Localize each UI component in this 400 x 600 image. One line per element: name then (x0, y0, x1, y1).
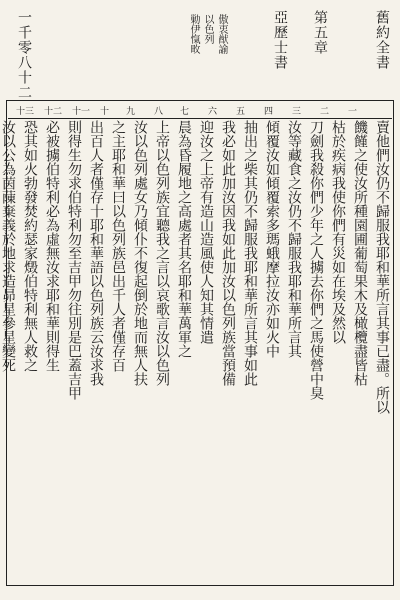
text-column: 傾覆汝如傾覆索多瑪蛾摩拉汝亦如火中 (264, 120, 280, 358)
verse-number: 五 (236, 107, 246, 117)
verse-number: 七 (180, 107, 190, 117)
verse-number: 十一 (72, 107, 91, 117)
text-column: 汝以公為茵蔯棄義於地求造昴星參星變死 (0, 120, 16, 372)
verse-number: 十二 (44, 107, 63, 117)
verse-number: 四 (264, 107, 274, 117)
book-title: 舊約全書 (374, 10, 390, 70)
text-column: 之主耶和華曰以色列族邑出千人者僅存百 (110, 120, 126, 372)
chapter-label: 第五章 (312, 10, 328, 55)
text-column: 必被擄伯特利必為虛無汝求耶和華則得生 (44, 120, 60, 372)
verse-number: 三 (292, 107, 302, 117)
text-column: 刀劍我殺你們少年之人擄去你們之馬使營中臭 (308, 120, 324, 400)
text-column: 汝等藏食之汝仍不歸服我耶和華所言其 (286, 120, 302, 358)
verse-number: 六 (208, 107, 218, 117)
cross-ref-item: 傲衷猷諭 (216, 14, 227, 54)
verse-number: 八 (154, 107, 164, 117)
text-column: 抽出之柴其仍不歸服我耶和華所言其事如此 (242, 120, 258, 386)
book-name: 亞歷士書 (272, 10, 288, 70)
body-text (0, 120, 390, 582)
verse-number-strip (8, 100, 392, 119)
folio-number: 一千零八十二 (16, 10, 32, 100)
cross-reference-box (160, 14, 226, 88)
text-column: 晨為昏履地之高處者其名耶和華萬軍之 (176, 120, 192, 358)
text-column: 枯於疾病我使你們有災如在埃及然以 (330, 120, 346, 344)
text-column: 饑饉之使汝所種園圃葡萄果木及橄欖盡皆枯 (352, 120, 368, 386)
text-column: 汝以色列處女乃傾仆不復起倒於地而無人扶 (132, 120, 148, 386)
cross-ref-item: 以色列 (202, 14, 213, 44)
text-column: 我必如此加汝因我如此加汝以色列族當預備 (220, 120, 236, 386)
text-column: 出百人者僅存十耶和華語以色列族云汝求我 (88, 120, 104, 386)
cross-ref-item: 勦伊愾畋 (188, 14, 199, 54)
verse-number: 一 (348, 107, 358, 117)
verse-number: 十三 (16, 107, 35, 117)
text-column: 賣他們汝仍不歸服我耶和華所言其事已盡。所以 (374, 120, 390, 414)
text-column: 上帝以色列族宜聽我之言以哀歌言汝以色列 (154, 120, 170, 386)
verse-number: 九 (126, 107, 136, 117)
bottom-rule (6, 585, 394, 586)
verse-number: 十 (100, 107, 110, 117)
text-column: 恐其如火勃發焚約瑟家燬伯特利無人救之 (22, 120, 38, 372)
text-column: 迎汝之上帝有造山造風使人知其情遣 (198, 120, 214, 344)
verse-number: 二 (320, 107, 330, 117)
text-column: 則得生勿求伯特利勿至吉甲勿往別是巴蓋吉甲 (66, 120, 82, 400)
